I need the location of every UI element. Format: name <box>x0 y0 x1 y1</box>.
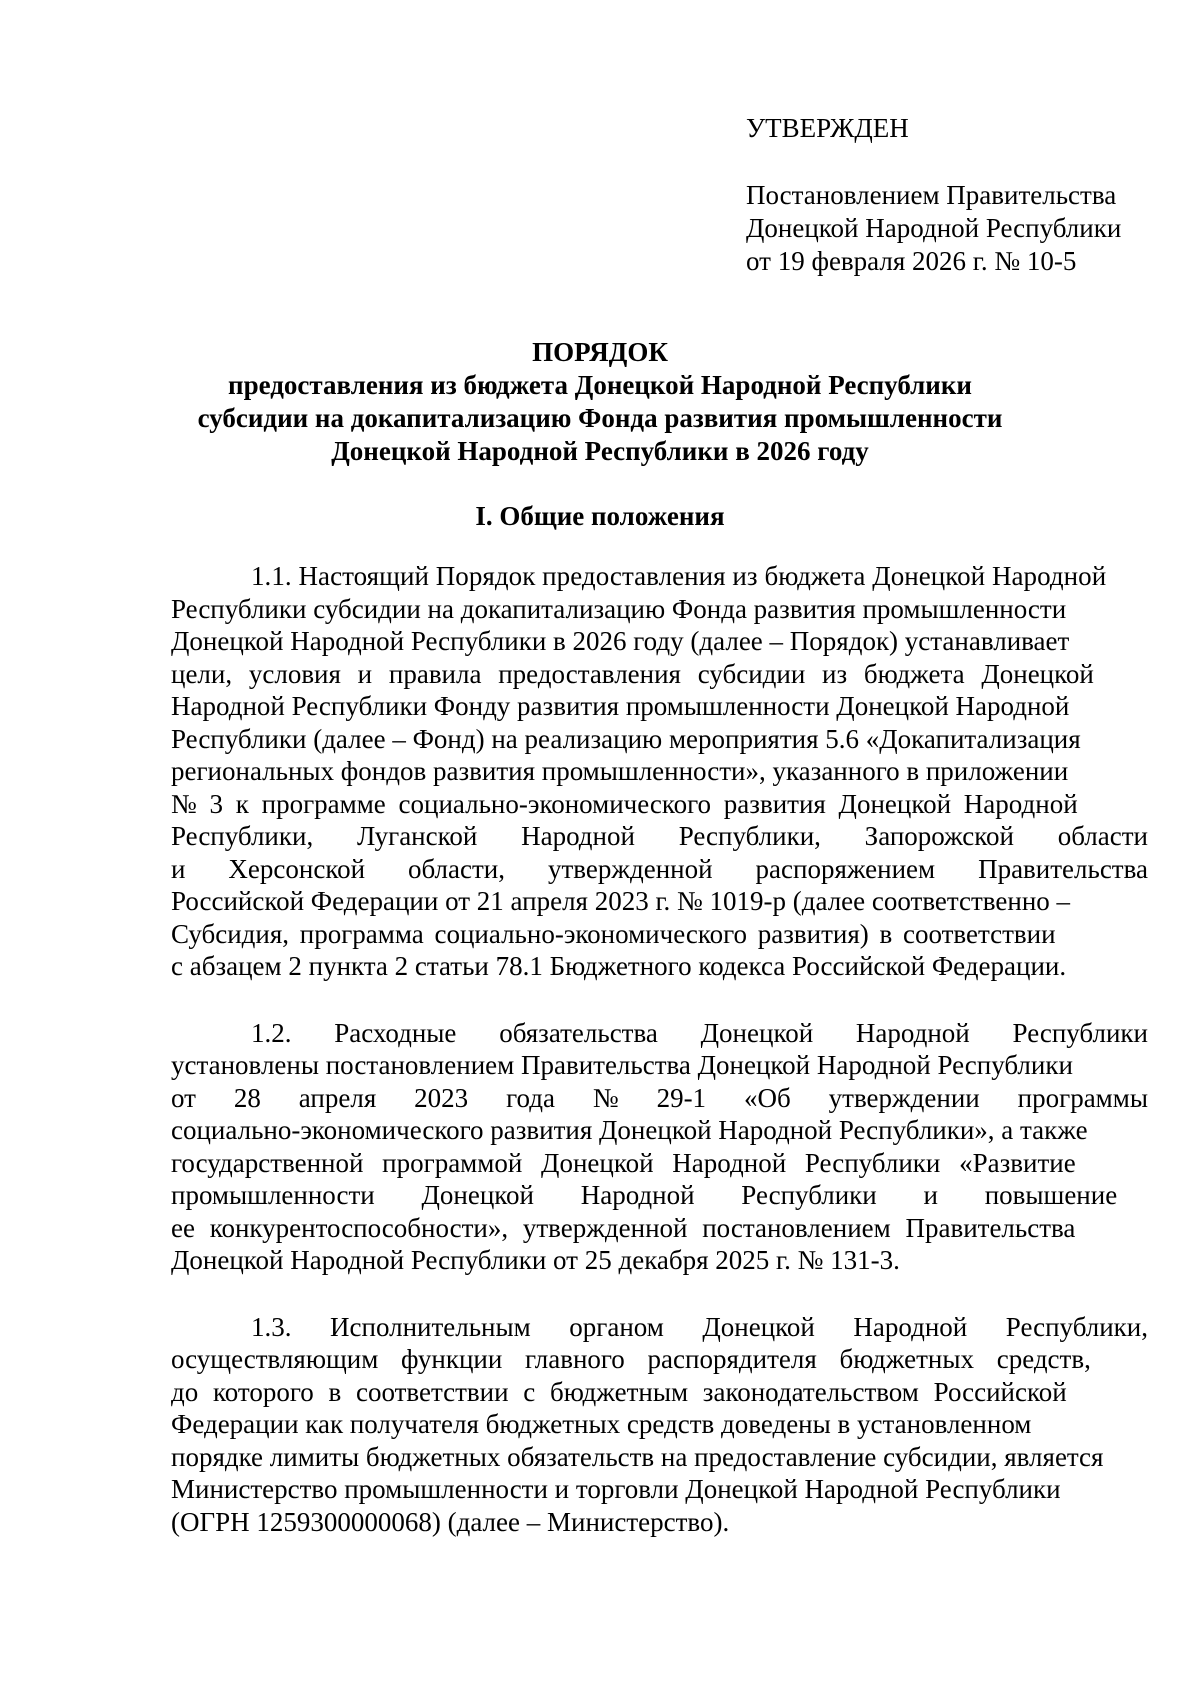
title-line: субсидии на докапитализацию Фонда развития промышленности <box>197 403 1003 433</box>
text-line: до которого в соответствии с бюджетным законодательством Российской <box>171 1376 1067 1407</box>
text-line: Республики (далее – Фонд) на реализацию мероприятия 5.6 «Докапитализация <box>171 723 1081 754</box>
text-line: Донецкой Народной Республики от 25 декабря 2025 г. № 131-3. <box>171 1245 900 1275</box>
paragraph-1-3 <box>171 1311 1148 1539</box>
approval-line: Постановлением Правительства <box>746 180 1117 210</box>
text-line: № 3 к программе социально-экономического развития Донецкой Народной <box>171 788 1078 819</box>
text-line: Российской Федерации от 21 апреля 2023 г. № 1019-р (далее соответственно – <box>171 886 1071 916</box>
approval-stamp <box>746 112 1166 278</box>
text-line: 1.3. Исполнительным органом Донецкой Народной Республики, <box>251 1311 1148 1342</box>
text-line: Министерство промышленности и торговли Донецкой Народной Республики <box>171 1474 1061 1504</box>
text-line: региональных фондов развития промышленности», указанного в приложении <box>171 756 1069 786</box>
text-line: Народной Республики Фонду развития промышленности Донецкой Народной <box>171 691 1070 721</box>
paragraph-1-1 <box>171 560 1148 983</box>
text-line: ее конкурентоспособности», утвержденной постановлением Правительства <box>171 1212 1076 1243</box>
text-line: промышленности Донецкой Народной Республики и повышение <box>171 1180 1118 1210</box>
approved-label: УТВЕРЖДЕН <box>746 113 909 143</box>
text-line: 1.2. Расходные обязательства Донецкой Народной Республики <box>251 1017 1148 1048</box>
text-line: осуществляющим функции главного распорядителя бюджетных средств, <box>171 1344 1091 1374</box>
text-line: Республики субсидии на докапитализацию Фонда развития промышленности <box>171 593 1067 624</box>
approval-line: Донецкой Народной Республики <box>746 213 1122 243</box>
text-line: 1.1. Настоящий Порядок предоставления из бюджета Донецкой Народной <box>251 561 1107 591</box>
title-heading: ПОРЯДОК <box>532 337 668 367</box>
approval-line: от 19 февраля 2026 г. № 10-5 <box>746 246 1077 276</box>
document-title <box>120 336 1080 468</box>
title-line: Донецкой Народной Республики в 2026 году <box>331 436 869 466</box>
text-line: цели, условия и правила предоставления субсидии из бюджета Донецкой <box>171 658 1094 689</box>
text-line: от 28 апреля 2023 года № 29-1 «Об утверждении программы <box>171 1082 1148 1113</box>
paragraph-1-2 <box>171 1017 1148 1277</box>
text-line: Донецкой Народной Республики в 2026 году (далее – Порядок) устанавливает <box>171 626 1070 656</box>
text-line: социально-экономического развития Донецкой Народной Республики», а также <box>171 1115 1088 1145</box>
text-line: порядке лимиты бюджетных обязательств на предоставление субсидии, является <box>171 1441 1104 1472</box>
title-line: предоставления из бюджета Донецкой Народной Республики <box>228 370 972 400</box>
text-line: Федерации как получателя бюджетных средств доведены в установленном <box>171 1409 1032 1439</box>
text-line: с абзацем 2 пункта 2 статьи 78.1 Бюджетного кодекса Российской Федерации. <box>171 951 1067 981</box>
text-line: государственной программой Донецкой Народной Республики «Развитие <box>171 1147 1076 1178</box>
text-line: (ОГРН 1259300000068) (далее – Министерство). <box>171 1506 730 1537</box>
section-heading: I. Общие положения <box>475 501 725 531</box>
text-line: установлены постановлением Правительства Донецкой Народной Республики <box>171 1050 1073 1080</box>
text-line: Республики, Луганской Народной Республики, Запорожской области <box>171 821 1148 851</box>
body-text <box>171 560 1148 1538</box>
text-line: и Херсонской области, утвержденной распоряжением Правительства <box>171 853 1148 884</box>
text-line: Субсидия, программа социально-экономического развития) в соответствии <box>171 918 1056 949</box>
